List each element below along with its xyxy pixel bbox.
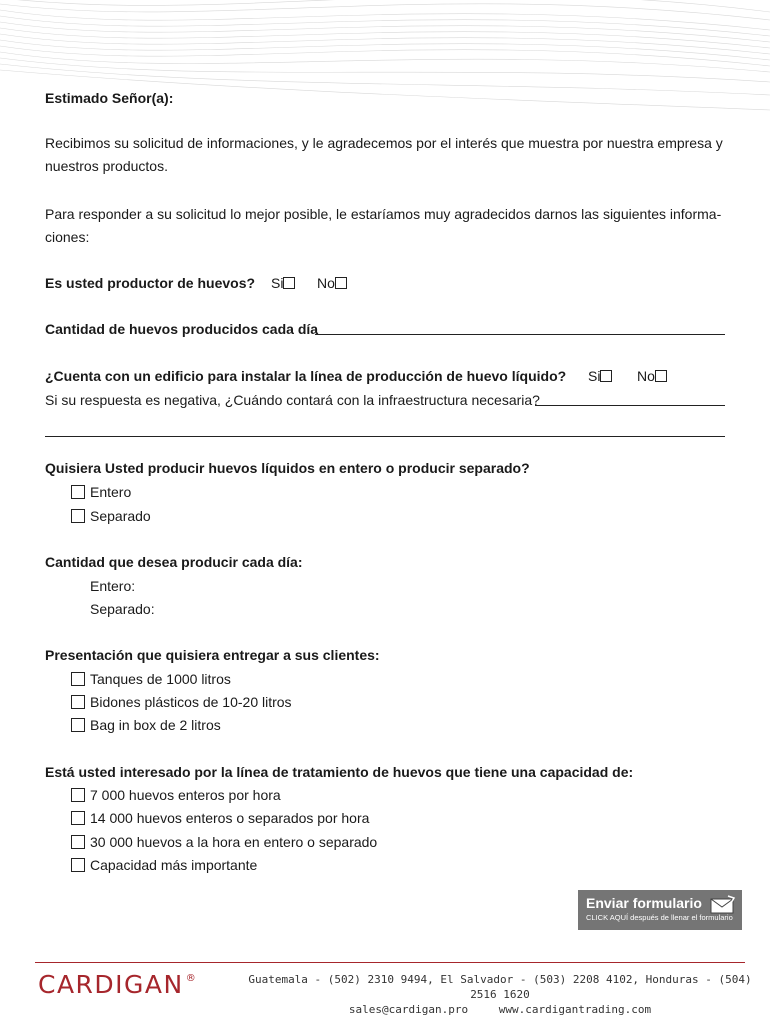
capacity-checkbox[interactable] <box>71 788 85 802</box>
producer-no-label: No <box>317 275 335 291</box>
capacity-checkbox[interactable] <box>71 835 85 849</box>
request-paragraph: Para responder a su solicitud lo mejor posible, le estaríamos muy agradecidos darnos las siguientes informa-ciones: <box>45 206 722 245</box>
capacity-option-label: Capacidad más importante <box>90 857 258 873</box>
send-form-sublabel: CLICK AQUÍ después de llenar el formulario <box>586 913 733 922</box>
send-form-button[interactable] <box>578 890 742 930</box>
building-followup-label: Si su respuesta es negativa, ¿Cuándo contará con la infraestructura necesaria? <box>45 392 540 408</box>
produce-type-checkbox[interactable] <box>71 509 85 523</box>
produce-type-question: Quisiera Usted producir huevos líquidos en entero o producir separado? <box>45 460 530 476</box>
registered-mark: ® <box>185 973 198 984</box>
capacity-option[interactable] <box>71 810 369 826</box>
producer-no-checkbox[interactable] <box>335 277 347 289</box>
decorative-wave-background <box>0 0 770 140</box>
produce-type-checkbox[interactable] <box>71 485 85 499</box>
produce-type-option-separado[interactable] <box>71 508 151 524</box>
presentation-checkbox[interactable] <box>71 695 85 709</box>
cardigan-logo <box>38 970 197 999</box>
presentation-option[interactable] <box>71 694 292 710</box>
presentation-checkbox[interactable] <box>71 672 85 686</box>
daily-quantity-separado-label: Separado: <box>90 601 155 617</box>
building-no-label: No <box>637 368 655 384</box>
capacity-option-label: 30 000 huevos a la hora en entero o separado <box>90 834 378 850</box>
produce-type-option-label: Entero <box>90 484 132 500</box>
footer-email[interactable]: sales@cardigan.pro <box>348 1003 469 1016</box>
footer-divider <box>35 962 745 963</box>
footer-website[interactable]: www.cardigantrading.com <box>498 1003 652 1016</box>
producer-yes-checkbox[interactable] <box>283 277 295 289</box>
quantity-produced-label: Cantidad de huevos producidos cada día <box>45 321 319 337</box>
building-question: ¿Cuenta con un edificio para instalar la línea de producción de huevo líquido? <box>45 368 567 384</box>
daily-quantity-question: Cantidad que desea producir cada día: <box>45 554 303 570</box>
building-yes-option[interactable] <box>588 368 612 384</box>
building-yes-label: Si <box>588 368 601 384</box>
presentation-option-label: Bidones plásticos de 10-20 litros <box>90 694 292 710</box>
capacity-question: Está usted interesado por la línea de tratamiento de huevos que tiene una capacidad de: <box>45 764 634 780</box>
producer-yes-label: Si <box>271 275 284 291</box>
footer-phones: Guatemala - (502) 2310 9494, El Salvador - (503) 2208 4102, Honduras - (504) 2516 1620 <box>248 973 752 1001</box>
capacity-checkbox[interactable] <box>71 811 85 825</box>
brand-name: CARDIGAN <box>38 970 184 999</box>
presentation-option-label: Tanques de 1000 litros <box>90 671 231 687</box>
presentation-option[interactable] <box>71 717 221 733</box>
presentation-option-label: Bag in box de 2 litros <box>90 717 221 733</box>
send-form-label: Enviar formulario <box>586 895 702 911</box>
building-followup-field[interactable] <box>535 405 725 406</box>
building-yes-checkbox[interactable] <box>600 370 612 382</box>
building-no-checkbox[interactable] <box>655 370 667 382</box>
presentation-question: Presentación que quisiera entregar a sus clientes: <box>45 647 380 663</box>
capacity-option[interactable] <box>71 787 281 803</box>
envelope-icon <box>710 895 736 915</box>
producer-no-option[interactable] <box>317 275 347 291</box>
building-followup-field-line2[interactable] <box>45 436 725 437</box>
presentation-option[interactable] <box>71 671 231 687</box>
footer-contact <box>240 972 760 1017</box>
producer-yes-option[interactable] <box>271 275 295 291</box>
produce-type-option-entero[interactable] <box>71 484 131 500</box>
capacity-option[interactable] <box>71 834 377 850</box>
capacity-option[interactable] <box>71 857 257 873</box>
quantity-produced-field[interactable] <box>315 334 725 335</box>
greeting: Estimado Señor(a): <box>45 90 174 106</box>
daily-quantity-entero-label: Entero: <box>90 578 136 594</box>
produce-type-option-label: Separado <box>90 508 151 524</box>
producer-question: Es usted productor de huevos? <box>45 275 256 291</box>
intro-paragraph: Recibimos su solicitud de informaciones, y le agradecemos por el interés que muestra por nuestra empresa y nuestros productos. <box>45 135 723 174</box>
capacity-option-label: 7 000 huevos enteros por hora <box>90 787 281 803</box>
building-no-option[interactable] <box>637 368 667 384</box>
capacity-option-label: 14 000 huevos enteros o separados por hora <box>90 810 370 826</box>
presentation-checkbox[interactable] <box>71 718 85 732</box>
capacity-checkbox[interactable] <box>71 858 85 872</box>
